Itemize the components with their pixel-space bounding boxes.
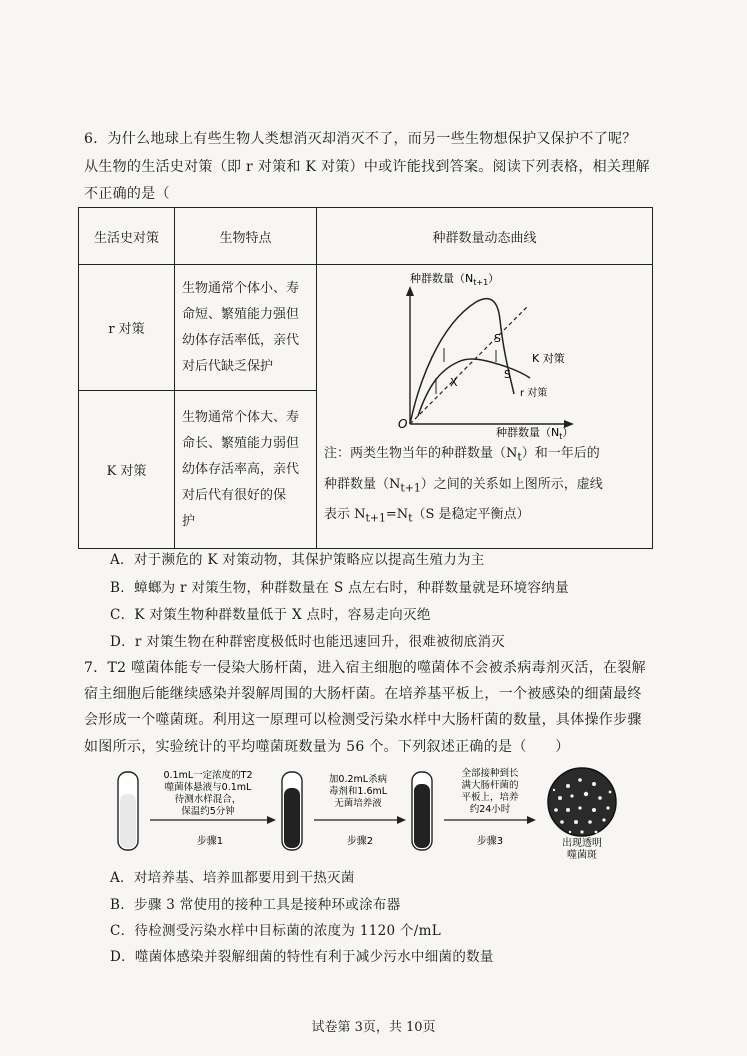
q7-stem-line-3: 会形成一个噬菌斑。利用这一原理可以检测受污染水样中大肠杆菌的数量，具体操作步骤	[84, 712, 642, 728]
traits-k-line: 命长、繁殖能力弱但	[182, 435, 300, 451]
step2-label: 步骤2	[346, 836, 374, 847]
origin-label: O	[398, 417, 408, 431]
q7-stem-line-4: 如图所示，实验统计的平均噬菌斑数量为 56 个。下列叙述正确的是（ ）	[84, 739, 570, 755]
svg-text:平板上，培养: 平板上，培养	[461, 792, 519, 803]
svg-text:全部接种到长: 全部接种到长	[461, 768, 519, 779]
q7-stem-line-2: 宿主细胞后能继续感染并裂解周围的大肠杆菌。在培养基平板上，一个被感染的细菌最终	[84, 686, 642, 702]
header-curve: 种群数量动态曲线	[317, 208, 653, 265]
traits-r-line: 幼体存活率低，亲代	[182, 332, 300, 348]
life-history-table	[78, 207, 653, 549]
result-label-line-2: 噬菌斑	[567, 850, 597, 861]
q6-stem-line-1: 6．为什么地球上有些生物人类想消灭却消灭不了，而另一些生物想保护又保护不了呢？	[84, 131, 637, 147]
q7-option-d: D．噬菌体感染并裂解细菌的特性有利于减少污水中细菌的数量	[110, 949, 494, 965]
svg-text:满大肠杆菌的: 满大肠杆菌的	[461, 780, 519, 791]
r-strategy-label: r 对策	[520, 388, 548, 399]
traits-r-line: 对后代缺乏保护	[182, 358, 274, 374]
svg-text:保温约5分钟: 保温约5分钟	[181, 806, 235, 817]
curve-note: 注：两类生物当年的种群数量$(N_t)$和一年后的 种群数量$(N_{t+1})$之间的关系如上图所示，虚线 表示 $N_{t+1}=N_t(S$ 是稳定平衡点）	[324, 446, 603, 525]
q6-option-d: D．r 对策生物在种群密度极低时也能迅速回升，很难被彻底消灭	[110, 634, 506, 650]
experiment-procedure-figure	[110, 764, 640, 860]
k-strategy-label: K 对策	[532, 352, 565, 365]
q6-option-c: C．K 对策生物种群数量低于 X 点时，容易走向灭绝	[110, 607, 431, 623]
x-point-label: X	[450, 376, 458, 389]
svg-text:毒剂和1.6mL: 毒剂和1.6mL	[328, 786, 388, 797]
q6-stem-line-2: 从生物的生活史对策（即 r 对策和 K 对策）中或许能找到答案。阅读下列表格，相关理解	[84, 159, 650, 175]
traits-r-line: 生物通常个体小、寿	[182, 280, 300, 296]
step3-label: 步骤3	[476, 836, 504, 847]
strategy-r: r 对策	[79, 265, 175, 391]
curve-cell	[317, 265, 653, 549]
traits-r-line: 命短、繁殖能力强但	[182, 306, 300, 322]
population-curve-diagram	[318, 266, 648, 441]
s-point-label-r: S	[494, 332, 501, 345]
svg-text:加0.2mL杀病: 加0.2mL杀病	[328, 774, 388, 785]
traits-k-line: 生物通常个体大、寿	[182, 409, 300, 425]
step1-label: 步骤1	[196, 836, 224, 847]
table-row-r	[79, 265, 653, 391]
result-label-line-1: 出现透明	[562, 838, 602, 849]
q6-option-a: A．对于濒危的 K 对策动物，其保护策略应以提高生殖力为主	[110, 552, 485, 568]
svg-text:噬菌体悬液与0.1mL: 噬菌体悬液与0.1mL	[164, 782, 252, 793]
svg-text:0.1mL一定浓度的T2: 0.1mL一定浓度的T2	[163, 770, 253, 781]
s-point-label-k: S	[504, 368, 511, 381]
test-tube-3	[412, 772, 432, 850]
svg-text:无菌培养液: 无菌培养液	[334, 798, 382, 809]
petri-dish-plaques	[548, 768, 616, 861]
strategy-k: K 对策	[79, 391, 175, 549]
test-tube-1	[118, 772, 138, 850]
q7-stem-line-1: 7．T2 噬菌体能专一侵染大肠杆菌，进入宿主细胞的噬菌体不会被杀病毒剂灭活，在裂解	[84, 660, 646, 676]
page-footer: 试卷第 3页，共 10页	[311, 1020, 436, 1035]
test-tube-2	[282, 772, 302, 850]
table-header-row	[79, 208, 653, 265]
traits-k	[175, 391, 317, 549]
q7-option-b: B．步骤 3 常使用的接种工具是接种环或涂布器	[110, 897, 401, 913]
x-axis-label: 种群数量$(N_t)$	[496, 426, 574, 441]
y-axis-label: 种群数量$(N_{t+1})$	[410, 272, 500, 287]
traits-k-line: 护	[182, 513, 196, 529]
header-strategy: 生活史对策	[79, 208, 175, 265]
header-traits: 生物特点	[175, 208, 317, 265]
q6-option-b: B．蟑螂为 r 对策生物，种群数量在 S 点左右时，种群数量就是环境容纳量	[110, 580, 569, 596]
svg-text:待测水样混合，: 待测水样混合，	[174, 794, 242, 805]
q7-option-a: A．对培养基、培养皿都要用到干热灭菌	[110, 870, 355, 886]
q6-stem-line-3: 不正确的是（	[84, 186, 170, 202]
traits-k-line: 幼体存活率高，亲代	[182, 461, 300, 477]
traits-r	[175, 265, 317, 391]
svg-text:约24小时: 约24小时	[469, 804, 511, 815]
traits-k-line: 对后代有很好的保	[182, 487, 287, 503]
q7-option-c: C．待检测受污染水样中目标菌的浓度为 1120 个/mL	[110, 923, 441, 939]
